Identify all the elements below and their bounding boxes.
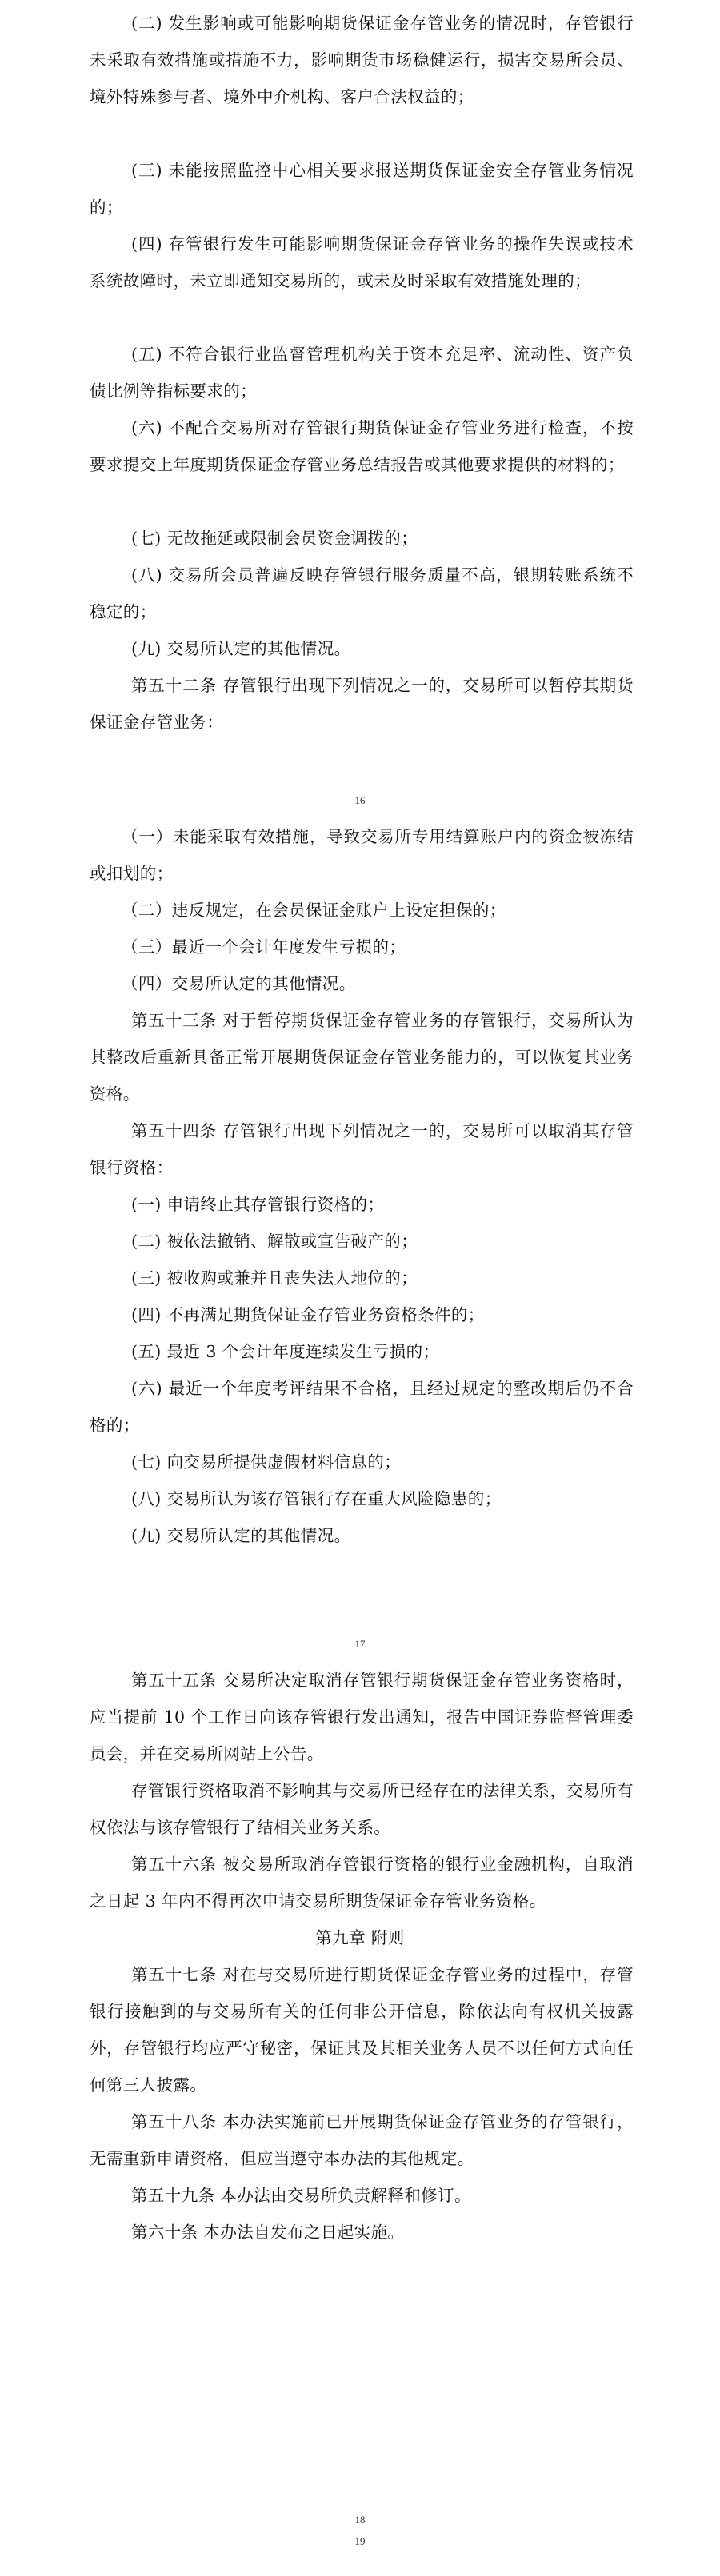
- paragraph: (四) 不再满足期货保证金存管业务资格条件的；: [131, 1305, 485, 1324]
- page-number: 19: [354, 2535, 366, 2547]
- paragraph: 第五十二条 存管银行出现下列情况之一的，交易所可以暂停其期货保证金存管业务：: [90, 676, 634, 732]
- paragraph: 第五十五条 交易所决定取消存管银行期货保证金存管业务资格时，应当提前 10 个工作日向该存管银行发出通知，报告中国证券监督管理委员会，并在交易所网站上公告。: [90, 1671, 634, 1763]
- paragraph: (三) 被收购或兼并且丧失法人地位的；: [131, 1268, 418, 1288]
- page-number: 16: [354, 794, 366, 806]
- paragraph: 第五十八条 本办法实施前已开展期货保证金存管业务的存管银行，无需重新申请资格，但应当遵守本办法的其他规定。: [90, 2112, 634, 2168]
- paragraph: (六) 不配合交易所对存管银行期货保证金存管业务进行检查，不按要求提交上年度期货保证金存管业务总结报告或其他要求提供的材料的；: [90, 418, 634, 474]
- paragraph: 第五十三条 对于暂停期货保证金存管业务的存管银行，交易所认为其整改后重新具备正常开展期货保证金存管业务能力的，可以恢复其业务资格。: [90, 1011, 634, 1104]
- paragraph: 存管银行资格取消不影响其与交易所已经存在的法律关系，交易所有权依法与该存管银行了结相关业务关系。: [90, 1781, 634, 1837]
- paragraph: （二）违反规定，在会员保证金账户上设定担保的；: [122, 901, 506, 920]
- paragraph: 第五十六条 被交易所取消存管银行资格的银行业金融机构，自取消之日起 3 年内不得再次申请交易所期货保证金存管业务资格。: [90, 1855, 634, 1911]
- paragraph: (七) 向交易所提供虚假材料信息的；: [131, 1452, 402, 1472]
- page-number: 17: [354, 1638, 366, 1650]
- paragraph: (九) 交易所认定的其他情况。: [131, 639, 351, 658]
- paragraph: (二) 发生影响或可能影响期货保证金存管业务的情况时，存管银行未采取有效措施或措施不力，影响期货市场稳健运行，损害交易所会员、境外特殊参与者、境外中介机构、客户合法权益的；: [90, 14, 634, 106]
- paragraph: (九) 交易所认定的其他情况。: [131, 1526, 351, 1545]
- paragraph: （四）交易所认定的其他情况。: [122, 974, 356, 993]
- paragraph: (二) 被依法撤销、解散或宣告破产的；: [131, 1232, 418, 1251]
- chapter-title: 第九章 附则: [315, 1928, 405, 1947]
- paragraph: (一) 申请终止其存管银行资格的；: [131, 1195, 385, 1214]
- paragraph: (八) 交易所会员普遍反映存管银行服务质量不高，银期转账系统不稳定的；: [90, 565, 634, 621]
- paragraph: 第五十四条 存管银行出现下列情况之一的，交易所可以取消其存管银行资格：: [90, 1121, 634, 1177]
- paragraph: （一）未能采取有效措施，导致交易所专用结算账户内的资金被冻结或扣划的；: [90, 827, 634, 883]
- paragraph: (四) 存管银行发生可能影响期货保证金存管业务的操作失误或技术系统故障时，未立即通知交易所的，或未及时采取有效措施处理的；: [90, 234, 634, 290]
- paragraph: (七) 无故拖延或限制会员资金调拨的；: [131, 529, 418, 548]
- paragraph: 第五十九条 本办法由交易所负责解释和修订。: [131, 2186, 471, 2205]
- paragraph: (三) 未能按照监控中心相关要求报送期货保证金安全存管业务情况的；: [90, 161, 634, 217]
- paragraph: (六) 最近一个年度考评结果不合格，且经过规定的整改期后仍不合格的；: [90, 1379, 634, 1435]
- paragraph: （三）最近一个会计年度发生亏损的；: [122, 937, 406, 957]
- paragraph: 第五十七条 对在与交易所进行期货保证金存管业务的过程中，存管银行接触到的与交易所有关的任何非公开信息，除依法向有权机关披露外，存管银行均应严守秘密，保证其及其相关业务人员不以任何方式向任何第三人披露。: [90, 1965, 634, 2095]
- paragraph: (五) 最近 3 个会计年度连续发生亏损的；: [131, 1342, 440, 1361]
- paragraph: (五) 不符合银行业监督管理机构关于资本充足率、流动性、资产负债比例等指标要求的；: [90, 345, 634, 401]
- paragraph: 第六十条 本办法自发布之日起实施。: [131, 2223, 405, 2242]
- page-number: 18: [354, 2514, 366, 2526]
- paragraph: (八) 交易所认为该存管银行存在重大风险隐患的；: [131, 1489, 502, 1508]
